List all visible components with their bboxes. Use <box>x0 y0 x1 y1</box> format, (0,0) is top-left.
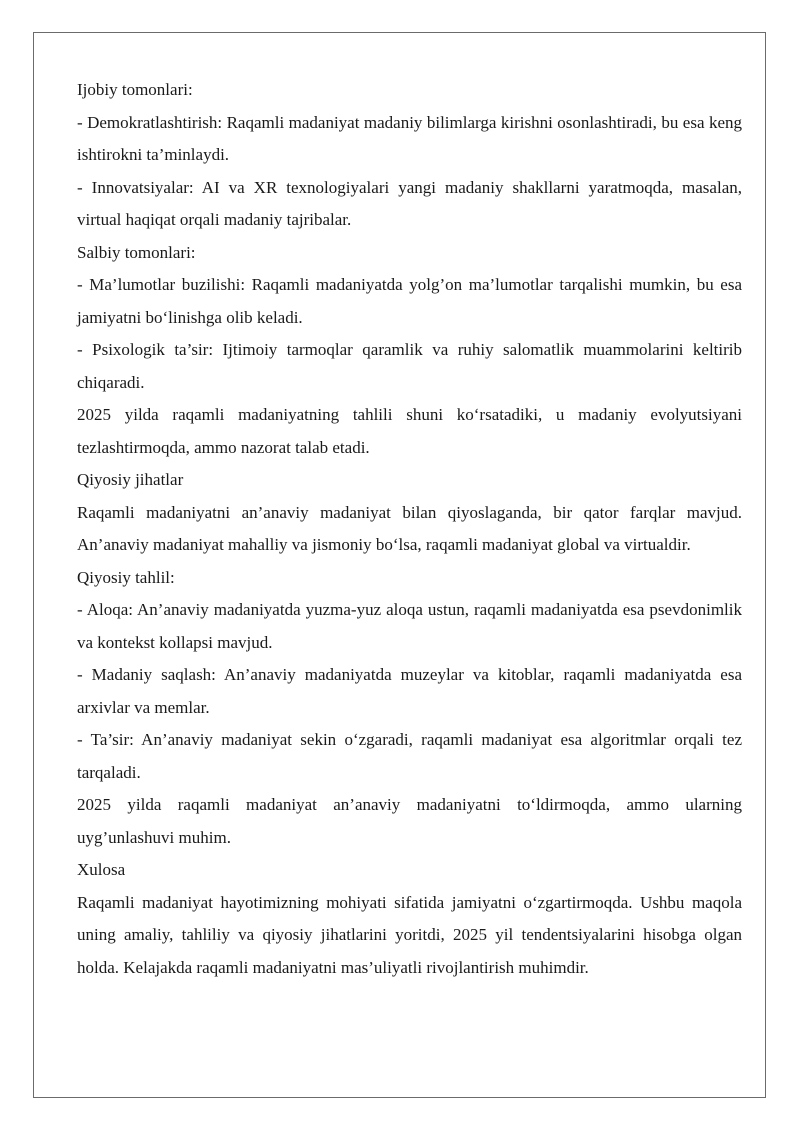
section-title-xulosa: Xulosa <box>77 860 126 879</box>
paragraph-xulosa: Raqamli madaniyat hayotimizning mohiyati sifatida jamiyatni o‘zgartirmoqda. Ushbu maqola uning amaliy, tahliliy va qiyosiy jihatlarini yoritdi, 2025 yil tendentsiyalarini hisobga olgan holda. Kelajakda raqamli madaniyatni mas’uliyatli rivojlantirish muhimdir. <box>77 892 742 977</box>
document-body <box>77 74 742 984</box>
heading-ijobiy-tomonlari: Ijobiy tomonlari: <box>77 80 193 99</box>
paragraph-qiyosiy-intro: Raqamli madaniyatni an’anaviy madaniyat bilan qiyoslaganda, bir qator farqlar mavjud. An’anaviy madaniyat mahalliy va jismoniy bo‘lsa, raqamli madaniyat global va virtualdir. <box>77 502 742 554</box>
list-item-madaniy-saqlash: - Madaniy saqlash: An’anaviy madaniyatda muzeylar va kitoblar, raqamli madaniyatda esa arxivlar va memlar. <box>77 665 742 717</box>
paragraph-qiyosiy-summary: 2025 yilda raqamli madaniyat an’anaviy madaniyatni to‘ldirmoqda, ammo ularning uyg’unlashuvi muhim. <box>77 795 742 847</box>
section-title-qiyosiy-jihatlar: Qiyosiy jihatlar <box>77 470 184 489</box>
list-item-innovatsiyalar: - Innovatsiyalar: AI va XR texnologiyalari yangi madaniy shakllarni yaratmoqda, masalan, virtual haqiqat orqali madaniy tajribalar. <box>77 177 742 229</box>
paragraph-tahlil-summary: 2025 yilda raqamli madaniyatning tahlili shuni ko‘rsatadiki, u madaniy evolyutsiyani tezlashtirmoqda, ammo nazorat talab etadi. <box>77 405 742 457</box>
heading-salbiy-tomonlari: Salbiy tomonlari: <box>77 242 196 262</box>
list-item-psixologik-tasir: - Psixologik ta’sir: Ijtimoiy tarmoqlar qaramlik va ruhiy salomatlik muammolarini keltirib chiqaradi. <box>77 340 742 392</box>
list-item-malumotlar-buzilishi: - Ma’lumotlar buzilishi: Raqamli madaniyatda yolg’on ma’lumotlar tarqalishi mumkin, bu esa jamiyatni bo‘linishga olib keladi. <box>77 275 742 327</box>
list-item-aloqa: - Aloqa: An’anaviy madaniyatda yuzma-yuz aloqa ustun, raqamli madaniyatda esa psevdonimlik va kontekst kollapsi mavjud. <box>77 600 742 652</box>
list-item-tasir: - Ta’sir: An’anaviy madaniyat sekin o‘zgaradi, raqamli madaniyat esa algoritmlar orqali tez tarqaladi. <box>77 730 742 782</box>
list-item-demokratlashtirish: - Demokratlashtirish: Raqamli madaniyat madaniy bilimlarga kirishni osonlashtiradi, bu esa keng ishtirokni ta’minlaydi. <box>77 112 742 164</box>
heading-qiyosiy-tahlil: Qiyosiy tahlil: <box>77 567 175 587</box>
